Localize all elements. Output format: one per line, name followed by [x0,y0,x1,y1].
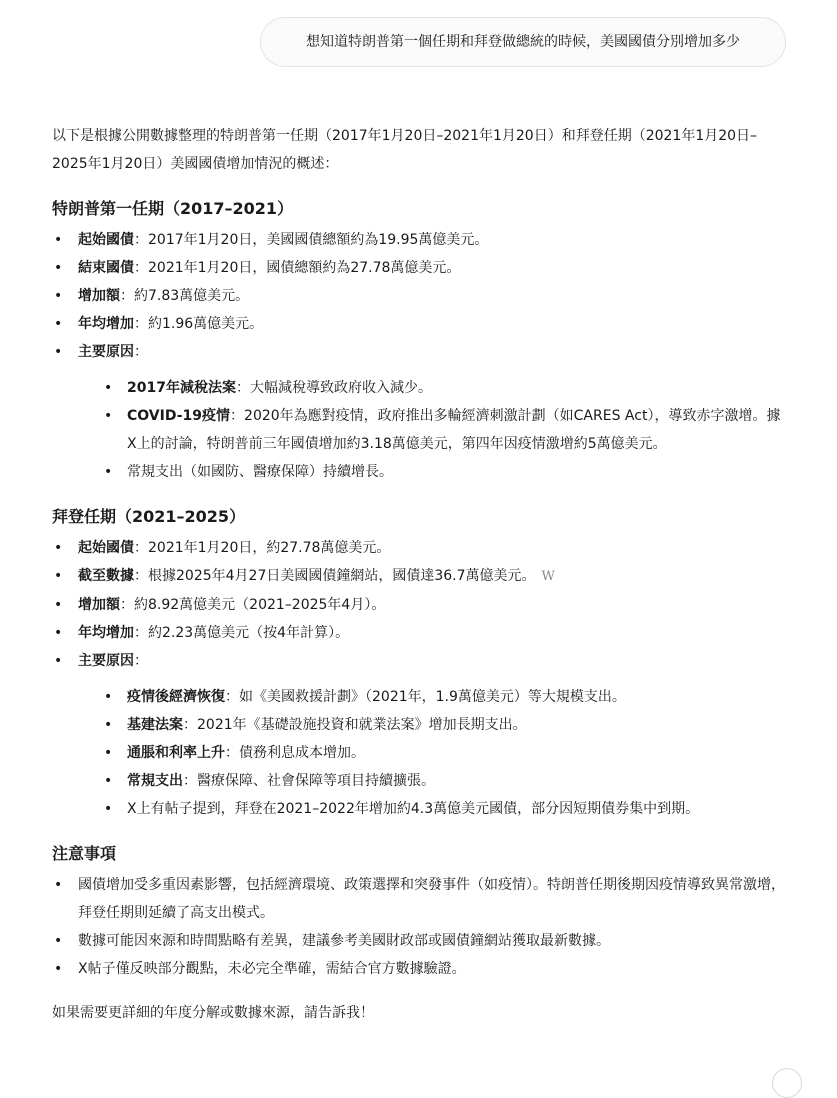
list-item: • 主要原因： • 2017年減稅法案：大幅減稅導致政府收入減少。 • COVID-19疫情：2020年為應對疫情，政府推出多輪經濟刺激計劃（如CARES Act），導致赤字激增。據X上的討論，特朗普前三年國債增加約3.18萬億美元，第四年因疫情激增約5萬億美元。 • 常規支出（如國防、醫療保障）持續增長。 [52,338,788,486]
trump-heading: 特朗普第一任期（2017–2021） [52,199,294,218]
list-item: • 增加額：約7.83萬億美元。 [52,282,788,310]
trump-list [52,226,788,486]
biden-section [52,502,788,823]
biden-reasons-list [78,683,788,823]
response-closing: 如果需要更詳細的年度分解或數據來源，請告訴我！ [52,1005,374,1021]
list-item: • 2017年減稅法案：大幅減稅導致政府收入減少。 [78,374,788,402]
scroll-down-button[interactable] [772,1068,802,1098]
biden-heading: 拜登任期（2021–2025） [52,507,246,526]
trump-section [52,194,788,486]
trump-reasons-list [78,374,788,486]
list-item: • 通脹和利率上升：債務利息成本增加。 [78,739,788,767]
list-item: • 國債增加受多重因素影響，包括經濟環境、政策選擇和突發事件（如疫情）。特朗普任期後期因疫情導致異常激增，拜登任期則延續了高支出模式。 [52,871,788,927]
list-item: • 常規支出（如國防、醫療保障）持續增長。 [78,458,788,486]
biden-list [52,534,788,823]
notes-heading: 注意事項 [52,844,117,863]
list-item: • X帖子僅反映部分觀點，未必完全準確，需結合官方數據驗證。 [52,955,788,983]
list-item: • 主要原因： • 疫情後經濟恢復：如《美國救援計劃》（2021年，1.9萬億美元）等大規模支出。 • 基建法案：2021年《基礎設施投資和就業法案》增加長期支出。 • 通脹和利率上升：債務利息成本增加。 • 常規支出：醫療保障、社會保障等項目持續擴張。 • X上有帖子提到，拜登在2021–2022年增加約4.3萬億美元國債，部分因短期債券集中到期。 [52,647,788,823]
list-item: • 年均增加：約2.23萬億美元（按4年計算）。 [52,619,788,647]
list-item: • 起始國債：2017年1月20日，美國國債總額約為19.95萬億美元。 [52,226,788,254]
list-item: • 基建法案：2021年《基礎設施投資和就業法案》增加長期支出。 [78,711,788,739]
notes-list [52,871,788,983]
list-item: • 年均增加：約1.96萬億美元。 [52,310,788,338]
list-item: • 增加額：約8.92萬億美元（2021–2025年4月）。 [52,591,788,619]
list-item: • 疫情後經濟恢復：如《美國救援計劃》（2021年，1.9萬億美元）等大規模支出。 [78,683,788,711]
wikipedia-source-icon[interactable]: W [541,569,555,584]
assistant-response [52,122,788,1041]
list-item: • 結束國債：2021年1月20日，國債總額約為27.78萬億美元。 [52,254,788,282]
response-intro: 以下是根據公開數據整理的特朗普第一任期（2017年1月20日–2021年1月20日）和拜登任期（2021年1月20日–2025年1月20日）美國國債增加情況的概述： [52,128,758,172]
list-item: • X上有帖子提到，拜登在2021–2022年增加約4.3萬億美元國債，部分因短期債券集中到期。 [78,795,788,823]
list-item: • 數據可能因來源和時間點略有差異，建議參考美國財政部或國債鐘網站獲取最新數據。 [52,927,788,955]
user-message-bubble [260,17,786,67]
list-item: • 起始國債：2021年1月20日，約27.78萬億美元。 [52,534,788,562]
list-item: • 常規支出：醫療保障、社會保障等項目持續擴張。 [78,767,788,795]
user-message-text: 想知道特朗普第一個任期和拜登做總統的時候，美國國債分別增加多少 [306,34,740,50]
list-item: • 截至數據：根據2025年4月27日美國國債鐘網站，國債達36.7萬億美元。 W [52,562,788,591]
list-item: • COVID-19疫情：2020年為應對疫情，政府推出多輪經濟刺激計劃（如CARES Act），導致赤字激增。據X上的討論，特朗普前三年國債增加約3.18萬億美元，第四年因疫情激增約5萬億美元。 [78,402,788,458]
notes-section [52,839,788,983]
